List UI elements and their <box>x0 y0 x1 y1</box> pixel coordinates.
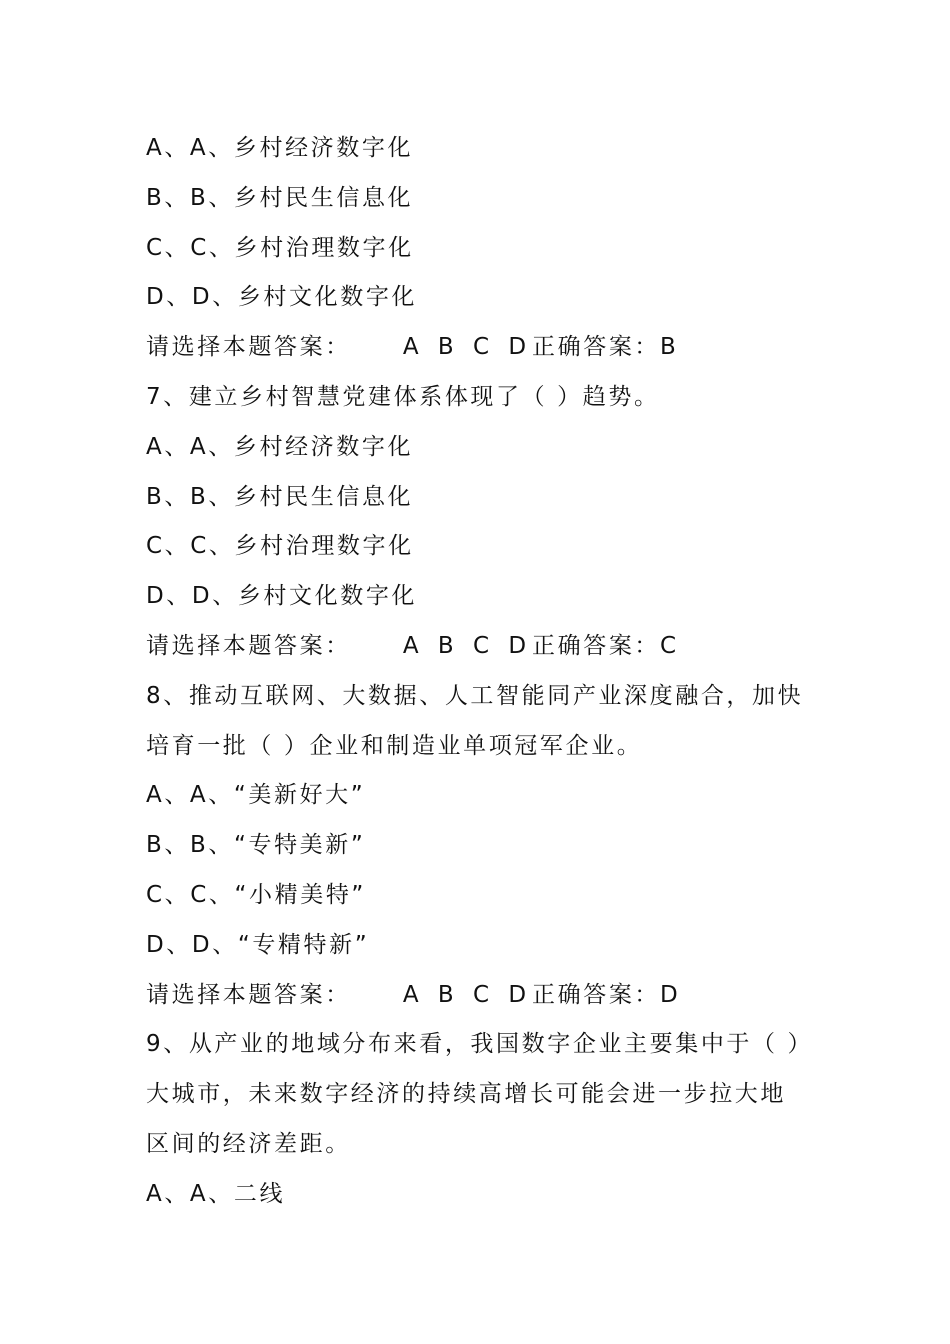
option-line: C、C、乡村治理数字化 <box>146 533 414 560</box>
question-line: 7、建立乡村智慧党建体系体现了（ ）趋势。 <box>146 383 660 410</box>
option-line: D、D、乡村文化数字化 <box>146 284 418 311</box>
answer-line <box>146 971 846 1021</box>
option-line: A、A、二线 <box>146 1180 286 1207</box>
correct-answer: 正确答案：B <box>532 334 679 361</box>
option-line: C、C、乡村治理数字化 <box>146 234 414 261</box>
answer-prompt: 请选择本题答案： <box>146 981 351 1008</box>
document-page <box>146 124 846 1220</box>
answer-choices[interactable]: A B C D <box>402 632 533 659</box>
question-line: 大城市，未来数字经济的持续高增长可能会进一步拉大地 <box>146 1081 786 1108</box>
option-line: D、D、乡村文化数字化 <box>146 583 418 610</box>
question-line: 培育一批（ ）企业和制造业单项冠军企业。 <box>146 732 643 759</box>
correct-answer: 正确答案：C <box>532 632 679 659</box>
answer-prompt: 请选择本题答案： <box>146 632 351 659</box>
option-line: A、A、乡村经济数字化 <box>146 433 414 460</box>
answer-line <box>146 323 846 373</box>
option-line: D、D、“专精特新” <box>146 931 370 958</box>
question-line: 8、推动互联网、大数据、人工智能同产业深度融合，加快 <box>146 682 804 709</box>
option-line: B、B、乡村民生信息化 <box>146 483 414 510</box>
option-line: B、B、“专特美新” <box>146 832 366 859</box>
answer-choices[interactable]: A B C D <box>402 981 533 1008</box>
answer-line <box>146 622 846 672</box>
answer-choices[interactable]: A B C D <box>402 334 533 361</box>
option-line: A、A、“美新好大” <box>146 782 366 809</box>
correct-answer: 正确答案：D <box>532 981 681 1008</box>
answer-prompt: 请选择本题答案： <box>146 334 351 361</box>
question-line: 9、从产业的地域分布来看，我国数字企业主要集中于（ ） <box>146 1031 814 1058</box>
option-line: C、C、“小精美特” <box>146 881 366 908</box>
option-line: A、A、乡村经济数字化 <box>146 135 414 161</box>
option-line: B、B、乡村民生信息化 <box>146 184 414 211</box>
question-line: 区间的经济差距。 <box>146 1130 351 1157</box>
